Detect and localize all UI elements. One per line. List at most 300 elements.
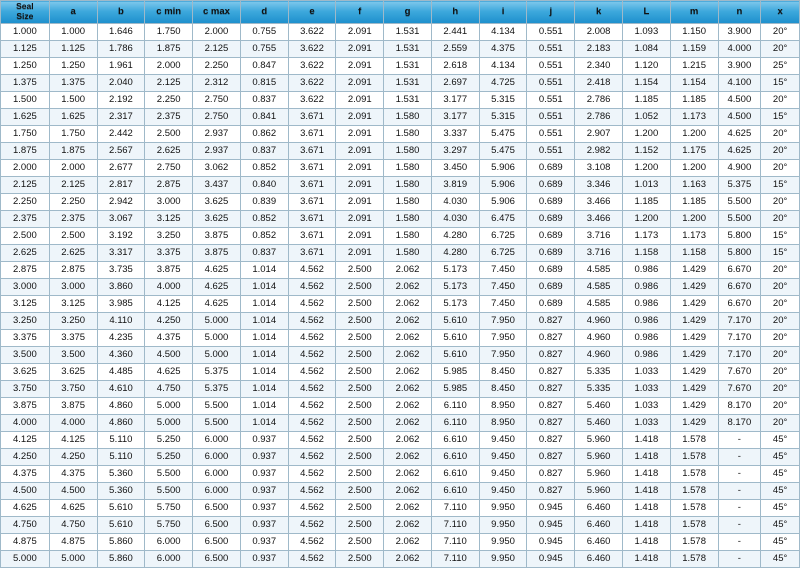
table-row xyxy=(1,414,800,431)
cell-value: 2.125 xyxy=(145,74,193,91)
cell-value: 4.725 xyxy=(479,74,527,91)
cell-value: 3.250 xyxy=(49,312,97,329)
cell-value: 2.786 xyxy=(575,108,623,125)
cell-value: 1.429 xyxy=(670,397,718,414)
cell-value: 9.950 xyxy=(479,550,527,567)
cell-value: 45° xyxy=(761,550,800,567)
column-header-f: f xyxy=(336,1,384,24)
cell-value: 2.062 xyxy=(384,465,432,482)
cell-value: 0.837 xyxy=(240,91,288,108)
cell-value: 3.125 xyxy=(49,295,97,312)
table-row xyxy=(1,465,800,482)
cell-value: 1.158 xyxy=(670,244,718,261)
cell-seal-size: 4.625 xyxy=(1,499,50,516)
cell-value: 1.429 xyxy=(670,278,718,295)
table-row xyxy=(1,278,800,295)
cell-value: 5.960 xyxy=(575,482,623,499)
column-header-h: h xyxy=(431,1,479,24)
cell-value: - xyxy=(718,448,761,465)
table-row xyxy=(1,448,800,465)
cell-value: 5.475 xyxy=(479,142,527,159)
cell-value: 1.750 xyxy=(49,125,97,142)
cell-value: 5.375 xyxy=(193,380,241,397)
cell-value: 1.185 xyxy=(622,91,670,108)
cell-value: 0.986 xyxy=(622,278,670,295)
cell-value: 1.580 xyxy=(384,193,432,210)
cell-value: 1.173 xyxy=(670,108,718,125)
table-row xyxy=(1,227,800,244)
cell-value: 6.500 xyxy=(193,550,241,567)
cell-value: 4.562 xyxy=(288,448,336,465)
cell-value: 1.014 xyxy=(240,261,288,278)
cell-value: 5.750 xyxy=(145,499,193,516)
cell-value: 2.062 xyxy=(384,482,432,499)
cell-value: 0.827 xyxy=(527,346,575,363)
table-row xyxy=(1,142,800,159)
cell-value: 6.500 xyxy=(193,499,241,516)
cell-value: 7.670 xyxy=(718,380,761,397)
cell-value: 1.418 xyxy=(622,465,670,482)
cell-value: 4.360 xyxy=(97,346,145,363)
cell-seal-size: 2.625 xyxy=(1,244,50,261)
cell-value: 2.500 xyxy=(336,448,384,465)
cell-value: 4.030 xyxy=(431,210,479,227)
cell-value: 2.750 xyxy=(193,108,241,125)
cell-value: 5.906 xyxy=(479,159,527,176)
cell-value: 4.625 xyxy=(193,295,241,312)
cell-value: 2.062 xyxy=(384,329,432,346)
cell-value: 1.173 xyxy=(670,227,718,244)
cell-value: 9.950 xyxy=(479,516,527,533)
cell-value: 2.000 xyxy=(145,57,193,74)
cell-value: 1.200 xyxy=(622,125,670,142)
cell-value: 2.500 xyxy=(336,329,384,346)
cell-value: 5.985 xyxy=(431,363,479,380)
cell-value: 1.163 xyxy=(670,176,718,193)
cell-value: 6.000 xyxy=(145,550,193,567)
cell-seal-size: 1.500 xyxy=(1,91,50,108)
cell-value: 6.110 xyxy=(431,397,479,414)
cell-value: 1.418 xyxy=(622,550,670,567)
cell-value: 1.578 xyxy=(670,499,718,516)
cell-value: 3.466 xyxy=(575,193,623,210)
cell-value: 2.062 xyxy=(384,397,432,414)
table-row xyxy=(1,397,800,414)
table-row xyxy=(1,363,800,380)
cell-value: 5.750 xyxy=(145,516,193,533)
cell-value: 20° xyxy=(761,23,800,40)
cell-value: 1.200 xyxy=(622,159,670,176)
cell-value: 6.000 xyxy=(193,431,241,448)
table-row xyxy=(1,329,800,346)
cell-seal-size: 1.125 xyxy=(1,40,50,57)
cell-value: 20° xyxy=(761,380,800,397)
cell-value: 45° xyxy=(761,533,800,550)
table-row xyxy=(1,516,800,533)
cell-value: 6.610 xyxy=(431,448,479,465)
table-header-row-group xyxy=(1,1,800,24)
cell-seal-size: 3.625 xyxy=(1,363,50,380)
cell-value: 5.500 xyxy=(145,465,193,482)
cell-value: 1.580 xyxy=(384,125,432,142)
cell-value: 6.000 xyxy=(193,482,241,499)
cell-value: 7.450 xyxy=(479,261,527,278)
cell-value: 0.827 xyxy=(527,363,575,380)
cell-value: 6.725 xyxy=(479,227,527,244)
table-row xyxy=(1,125,800,142)
cell-value: 2.817 xyxy=(97,176,145,193)
cell-value: 2.500 xyxy=(336,346,384,363)
cell-value: 20° xyxy=(761,295,800,312)
cell-value: 2.750 xyxy=(145,159,193,176)
cell-value: 4.610 xyxy=(97,380,145,397)
cell-value: 4.235 xyxy=(97,329,145,346)
cell-value: - xyxy=(718,431,761,448)
cell-value: 5.610 xyxy=(97,499,145,516)
cell-value: 1.875 xyxy=(49,142,97,159)
cell-value: 6.725 xyxy=(479,244,527,261)
cell-value: 0.755 xyxy=(240,23,288,40)
cell-value: 2.062 xyxy=(384,380,432,397)
column-header-x: x xyxy=(761,1,800,24)
cell-value: 2.500 xyxy=(336,465,384,482)
cell-value: 1.200 xyxy=(670,125,718,142)
cell-seal-size: 1.250 xyxy=(1,57,50,74)
cell-seal-size: 2.500 xyxy=(1,227,50,244)
cell-value: 8.450 xyxy=(479,380,527,397)
cell-value: 45° xyxy=(761,499,800,516)
cell-value: 2.091 xyxy=(336,227,384,244)
table-row xyxy=(1,74,800,91)
cell-value: 2.091 xyxy=(336,210,384,227)
cell-value: 4.625 xyxy=(193,278,241,295)
cell-value: 7.170 xyxy=(718,346,761,363)
cell-value: 0.937 xyxy=(240,516,288,533)
cell-value: 4.750 xyxy=(49,516,97,533)
cell-value: 2.091 xyxy=(336,159,384,176)
cell-value: 2.500 xyxy=(336,363,384,380)
cell-value: 5.500 xyxy=(718,193,761,210)
cell-value: 0.840 xyxy=(240,176,288,193)
cell-value: 2.500 xyxy=(336,499,384,516)
cell-value: 2.091 xyxy=(336,57,384,74)
cell-value: 5.173 xyxy=(431,295,479,312)
cell-value: 2.375 xyxy=(145,108,193,125)
cell-value: 3.875 xyxy=(49,397,97,414)
cell-value: 3.671 xyxy=(288,159,336,176)
cell-value: 3.750 xyxy=(49,380,97,397)
cell-value: 2.750 xyxy=(193,91,241,108)
column-header-i: i xyxy=(479,1,527,24)
cell-value: 2.062 xyxy=(384,295,432,312)
cell-value: 3.337 xyxy=(431,125,479,142)
cell-value: 1.580 xyxy=(384,176,432,193)
cell-value: 3.622 xyxy=(288,91,336,108)
cell-value: 0.945 xyxy=(527,533,575,550)
cell-value: 1.014 xyxy=(240,312,288,329)
cell-value: 4.562 xyxy=(288,261,336,278)
cell-value: 8.950 xyxy=(479,397,527,414)
cell-value: 1.429 xyxy=(670,346,718,363)
cell-value: 4.562 xyxy=(288,431,336,448)
cell-value: 5.610 xyxy=(431,346,479,363)
cell-value: 20° xyxy=(761,329,800,346)
cell-value: 7.110 xyxy=(431,550,479,567)
cell-value: 2.091 xyxy=(336,108,384,125)
cell-seal-size: 3.500 xyxy=(1,346,50,363)
cell-value: 0.551 xyxy=(527,91,575,108)
cell-value: 3.625 xyxy=(193,193,241,210)
cell-seal-size: 2.125 xyxy=(1,176,50,193)
cell-value: 2.125 xyxy=(49,176,97,193)
table-body xyxy=(1,23,800,567)
cell-value: 1.014 xyxy=(240,414,288,431)
cell-value: 0.937 xyxy=(240,499,288,516)
cell-value: 2.500 xyxy=(336,397,384,414)
cell-value: 3.622 xyxy=(288,74,336,91)
cell-value: 4.500 xyxy=(49,482,97,499)
cell-value: 2.250 xyxy=(193,57,241,74)
cell-value: 2.062 xyxy=(384,261,432,278)
cell-value: 1.033 xyxy=(622,397,670,414)
cell-value: 5.610 xyxy=(97,516,145,533)
cell-value: 4.250 xyxy=(49,448,97,465)
cell-value: 5.500 xyxy=(145,482,193,499)
cell-value: 5.110 xyxy=(97,448,145,465)
cell-value: 1.014 xyxy=(240,380,288,397)
cell-value: 2.442 xyxy=(97,125,145,142)
cell-value: 2.500 xyxy=(336,295,384,312)
cell-value: 2.500 xyxy=(336,380,384,397)
cell-value: 3.900 xyxy=(718,57,761,74)
cell-value: 5.375 xyxy=(193,363,241,380)
cell-value: 6.610 xyxy=(431,482,479,499)
cell-value: 3.000 xyxy=(145,193,193,210)
cell-value: 2.786 xyxy=(575,91,623,108)
cell-value: 4.000 xyxy=(145,278,193,295)
cell-value: 1.014 xyxy=(240,278,288,295)
cell-seal-size: 4.875 xyxy=(1,533,50,550)
cell-value: 4.585 xyxy=(575,261,623,278)
cell-value: 0.551 xyxy=(527,125,575,142)
cell-value: 2.500 xyxy=(336,533,384,550)
cell-value: 7.950 xyxy=(479,346,527,363)
cell-value: 0.837 xyxy=(240,142,288,159)
cell-value: 0.689 xyxy=(527,159,575,176)
cell-value: 4.860 xyxy=(97,414,145,431)
cell-value: 45° xyxy=(761,465,800,482)
cell-seal-size: 1.875 xyxy=(1,142,50,159)
cell-value: 3.297 xyxy=(431,142,479,159)
cell-value: 2.875 xyxy=(145,176,193,193)
cell-value: 4.960 xyxy=(575,346,623,363)
cell-value: 20° xyxy=(761,91,800,108)
cell-value: 4.100 xyxy=(718,74,761,91)
cell-value: 1.786 xyxy=(97,40,145,57)
cell-value: 6.460 xyxy=(575,499,623,516)
cell-value: 4.562 xyxy=(288,550,336,567)
table-row xyxy=(1,210,800,227)
cell-value: 15° xyxy=(761,244,800,261)
cell-value: 5.110 xyxy=(97,431,145,448)
cell-value: 7.110 xyxy=(431,533,479,550)
cell-value: 2.091 xyxy=(336,40,384,57)
cell-value: 0.551 xyxy=(527,57,575,74)
cell-value: 0.837 xyxy=(240,244,288,261)
cell-value: 1.175 xyxy=(670,142,718,159)
cell-seal-size: 3.375 xyxy=(1,329,50,346)
cell-value: 4.485 xyxy=(97,363,145,380)
cell-value: 6.670 xyxy=(718,261,761,278)
cell-value: 5.335 xyxy=(575,363,623,380)
cell-value: 0.827 xyxy=(527,312,575,329)
cell-value: 5.860 xyxy=(97,533,145,550)
cell-value: 4.280 xyxy=(431,244,479,261)
cell-value: 5.985 xyxy=(431,380,479,397)
cell-value: 3.671 xyxy=(288,244,336,261)
cell-value: 7.170 xyxy=(718,312,761,329)
cell-seal-size: 3.000 xyxy=(1,278,50,295)
cell-value: 5.460 xyxy=(575,414,623,431)
cell-value: 1.200 xyxy=(670,210,718,227)
cell-value: 1.429 xyxy=(670,295,718,312)
cell-value: 4.375 xyxy=(145,329,193,346)
cell-value: 5.960 xyxy=(575,431,623,448)
cell-value: 3.622 xyxy=(288,57,336,74)
table-row xyxy=(1,499,800,516)
cell-value: 6.000 xyxy=(193,465,241,482)
cell-value: 0.937 xyxy=(240,533,288,550)
cell-value: 45° xyxy=(761,516,800,533)
cell-value: 7.950 xyxy=(479,329,527,346)
cell-value: 1.125 xyxy=(49,40,97,57)
cell-value: 0.755 xyxy=(240,40,288,57)
column-header-seal-size: Seal Size xyxy=(1,1,50,24)
cell-value: 3.177 xyxy=(431,91,479,108)
cell-value: 6.670 xyxy=(718,295,761,312)
cell-value: 3.671 xyxy=(288,176,336,193)
cell-value: 20° xyxy=(761,210,800,227)
cell-value: 0.862 xyxy=(240,125,288,142)
cell-value: 1.418 xyxy=(622,516,670,533)
cell-value: 1.531 xyxy=(384,91,432,108)
cell-value: 0.551 xyxy=(527,108,575,125)
cell-value: 4.562 xyxy=(288,533,336,550)
cell-value: 8.170 xyxy=(718,397,761,414)
cell-value: 2.312 xyxy=(193,74,241,91)
cell-value: 5.960 xyxy=(575,465,623,482)
cell-value: 15° xyxy=(761,227,800,244)
table-row xyxy=(1,176,800,193)
cell-value: 4.625 xyxy=(145,363,193,380)
cell-value: 4.562 xyxy=(288,312,336,329)
cell-value: 5.800 xyxy=(718,244,761,261)
cell-value: 3.735 xyxy=(97,261,145,278)
cell-value: 1.429 xyxy=(670,329,718,346)
cell-value: 1.580 xyxy=(384,227,432,244)
cell-value: 1.033 xyxy=(622,380,670,397)
cell-value: 5.460 xyxy=(575,397,623,414)
table-row xyxy=(1,550,800,567)
table-row xyxy=(1,431,800,448)
cell-value: 1.014 xyxy=(240,363,288,380)
cell-value: 4.562 xyxy=(288,380,336,397)
cell-value: 0.827 xyxy=(527,465,575,482)
column-header-l: L xyxy=(622,1,670,24)
cell-value: 2.677 xyxy=(97,159,145,176)
cell-seal-size: 5.000 xyxy=(1,550,50,567)
cell-value: 0.937 xyxy=(240,431,288,448)
cell-value: 0.986 xyxy=(622,261,670,278)
cell-value: 0.852 xyxy=(240,210,288,227)
cell-value: 45° xyxy=(761,482,800,499)
table-row xyxy=(1,533,800,550)
cell-value: 7.110 xyxy=(431,499,479,516)
cell-value: 6.500 xyxy=(193,516,241,533)
cell-value: 4.134 xyxy=(479,23,527,40)
cell-value: 4.585 xyxy=(575,295,623,312)
cell-value: 1.185 xyxy=(622,193,670,210)
cell-value: - xyxy=(718,550,761,567)
table-row xyxy=(1,346,800,363)
cell-value: 1.159 xyxy=(670,40,718,57)
cell-seal-size: 4.750 xyxy=(1,516,50,533)
cell-value: 5.315 xyxy=(479,91,527,108)
cell-value: 1.014 xyxy=(240,329,288,346)
cell-value: 3.900 xyxy=(718,23,761,40)
cell-value: 1.875 xyxy=(145,40,193,57)
column-header-j: j xyxy=(527,1,575,24)
cell-value: 2.183 xyxy=(575,40,623,57)
cell-value: 0.689 xyxy=(527,227,575,244)
cell-value: 2.500 xyxy=(336,278,384,295)
cell-value: - xyxy=(718,482,761,499)
cell-value: 0.937 xyxy=(240,550,288,567)
cell-value: 4.625 xyxy=(49,499,97,516)
cell-value: 2.500 xyxy=(336,312,384,329)
cell-value: 2.040 xyxy=(97,74,145,91)
cell-value: 8.450 xyxy=(479,363,527,380)
cell-value: 1.013 xyxy=(622,176,670,193)
cell-value: 20° xyxy=(761,397,800,414)
cell-value: 3.671 xyxy=(288,210,336,227)
cell-value: 5.000 xyxy=(193,346,241,363)
cell-value: 0.551 xyxy=(527,142,575,159)
cell-value: 2.500 xyxy=(336,414,384,431)
cell-value: 0.847 xyxy=(240,57,288,74)
cell-value: 3.177 xyxy=(431,108,479,125)
cell-value: 1.150 xyxy=(670,23,718,40)
cell-value: 0.689 xyxy=(527,261,575,278)
cell-value: 0.986 xyxy=(622,329,670,346)
cell-value: 3.671 xyxy=(288,125,336,142)
cell-value: 3.819 xyxy=(431,176,479,193)
table-row xyxy=(1,295,800,312)
cell-value: 2.062 xyxy=(384,278,432,295)
cell-value: 1.014 xyxy=(240,397,288,414)
cell-value: 6.610 xyxy=(431,431,479,448)
cell-value: 2.062 xyxy=(384,448,432,465)
cell-value: 3.875 xyxy=(193,244,241,261)
cell-value: 2.937 xyxy=(193,142,241,159)
table-row xyxy=(1,244,800,261)
cell-value: 45° xyxy=(761,448,800,465)
cell-value: 5.475 xyxy=(479,125,527,142)
cell-value: 4.562 xyxy=(288,465,336,482)
cell-value: 4.900 xyxy=(718,159,761,176)
cell-value: 0.945 xyxy=(527,499,575,516)
cell-value: 4.562 xyxy=(288,346,336,363)
